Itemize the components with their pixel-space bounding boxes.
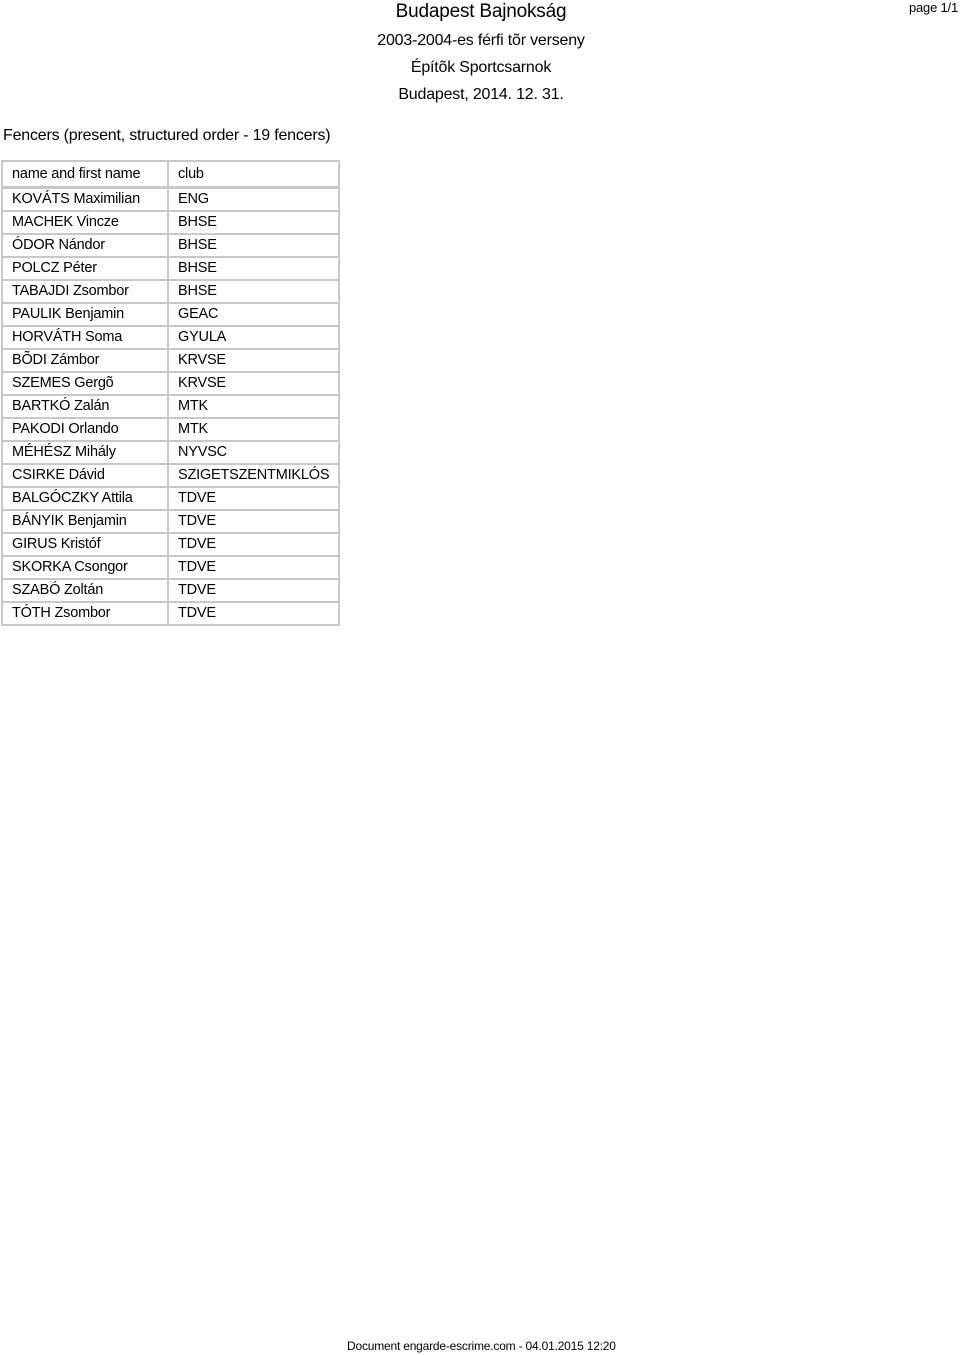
table-row xyxy=(2,188,339,212)
table-row xyxy=(2,211,339,234)
venue: Építõk Sportcsarnok xyxy=(410,59,552,76)
fencer-club: KRVSE xyxy=(168,372,339,395)
fencer-name: MACHEK Vincze xyxy=(2,211,168,234)
fencer-name: TABAJDI Zsombor xyxy=(2,280,168,303)
document-header xyxy=(300,0,662,108)
fencer-club: GYULA xyxy=(168,326,339,349)
fencer-name: BÕDI Zámbor xyxy=(2,349,168,372)
fencer-club: TDVE xyxy=(168,487,339,510)
fencer-name: SKORKA Csongor xyxy=(2,556,168,579)
table-row xyxy=(2,372,339,395)
table-row xyxy=(2,280,339,303)
table-row xyxy=(2,234,339,257)
table-row xyxy=(2,464,339,487)
fencer-club: KRVSE xyxy=(168,349,339,372)
competition-title: Budapest Bajnokság xyxy=(395,1,567,22)
location-date: Budapest, 2014. 12. 31. xyxy=(398,86,564,103)
fencer-name: MÉHÉSZ Mihály xyxy=(2,441,168,464)
fencer-name: GIRUS Kristóf xyxy=(2,533,168,556)
table-row xyxy=(2,579,339,602)
table-row xyxy=(2,487,339,510)
fencer-name: BÁNYIK Benjamin xyxy=(2,510,168,533)
table-row xyxy=(2,349,339,372)
table-row xyxy=(2,257,339,280)
fencer-name: PAKODI Orlando xyxy=(2,418,168,441)
fencer-name: CSIRKE Dávid xyxy=(2,464,168,487)
fencer-name: KOVÁTS Maximilian xyxy=(2,188,168,212)
table-row xyxy=(2,418,339,441)
table-row xyxy=(2,510,339,533)
fencer-club: BHSE xyxy=(168,211,339,234)
fencers-table-body xyxy=(2,188,339,626)
fencer-club: ENG xyxy=(168,188,339,212)
fencer-club: NYVSC xyxy=(168,441,339,464)
document-footer: Document engarde-escrime.com - 04.01.2015 12:20 xyxy=(347,1339,616,1353)
table-row xyxy=(2,533,339,556)
fencer-name: ÓDOR Nándor xyxy=(2,234,168,257)
fencer-club: BHSE xyxy=(168,234,339,257)
table-row xyxy=(2,602,339,625)
fencer-club: BHSE xyxy=(168,257,339,280)
fencer-name: PAULIK Benjamin xyxy=(2,303,168,326)
fencer-name: SZABÓ Zoltán xyxy=(2,579,168,602)
fencer-name: TÓTH Zsombor xyxy=(2,602,168,625)
fencer-club: SZIGETSZENTMIKLÓS xyxy=(168,464,339,487)
fencer-name: SZEMES Gergõ xyxy=(2,372,168,395)
fencer-club: GEAC xyxy=(168,303,339,326)
fencer-club: MTK xyxy=(168,395,339,418)
fencer-name: BARTKÓ Zalán xyxy=(2,395,168,418)
fencer-name: POLCZ Péter xyxy=(2,257,168,280)
table-row xyxy=(2,556,339,579)
fencers-table xyxy=(1,160,340,626)
page-number: page 1/1 xyxy=(908,0,958,15)
competition-subtitle: 2003-2004-es férfi tõr verseny xyxy=(377,32,585,49)
fencer-name: HORVÁTH Soma xyxy=(2,326,168,349)
table-row xyxy=(2,303,339,326)
column-header-name: name and first name xyxy=(2,161,168,188)
section-title: Fencers (present, structured order - 19 fencers) xyxy=(3,127,331,144)
fencer-club: TDVE xyxy=(168,556,339,579)
fencer-club: TDVE xyxy=(168,579,339,602)
table-header-row xyxy=(2,161,339,188)
table-row xyxy=(2,326,339,349)
fencer-club: TDVE xyxy=(168,602,339,625)
fencer-name: BALGÓCZKY Attila xyxy=(2,487,168,510)
table-row xyxy=(2,395,339,418)
fencer-club: TDVE xyxy=(168,533,339,556)
table-row xyxy=(2,441,339,464)
fencer-club: MTK xyxy=(168,418,339,441)
column-header-club: club xyxy=(168,161,339,188)
fencer-club: BHSE xyxy=(168,280,339,303)
fencer-club: TDVE xyxy=(168,510,339,533)
